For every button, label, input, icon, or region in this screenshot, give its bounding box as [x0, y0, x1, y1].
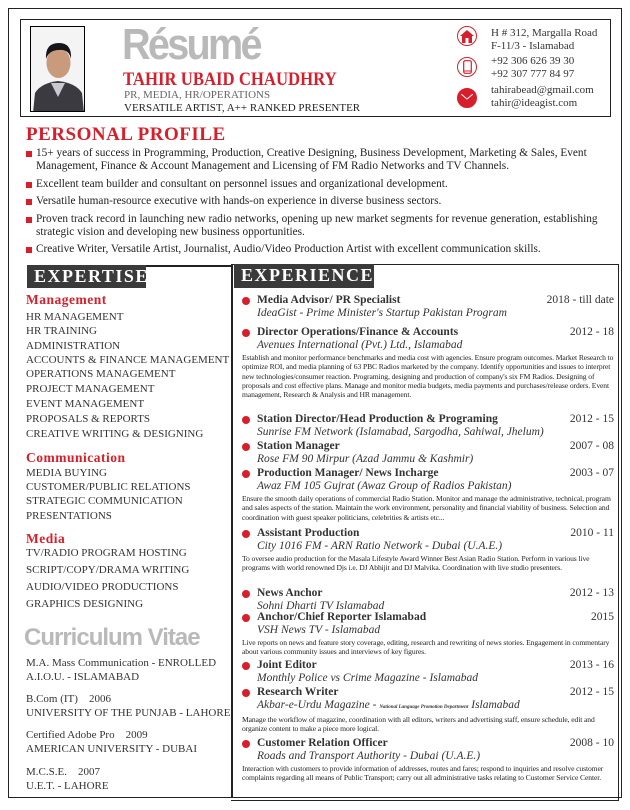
profile-bullets: [26, 147, 618, 261]
education-item: [26, 693, 230, 720]
job-title: Assistant Production: [257, 527, 360, 539]
skill-item: STRATEGIC COMMUNICATION: [26, 495, 183, 507]
education-institute: A.I.O.U. - ISLAMABAD: [26, 670, 140, 683]
job-company: [257, 453, 616, 466]
resume-heading: Résumé: [122, 20, 260, 69]
experience-entry: [242, 326, 616, 399]
skill-item: TV/RADIO PROGRAM HOSTING: [26, 547, 187, 559]
personal-profile-heading: PERSONAL PROFILE: [26, 124, 226, 145]
skill-item: GRAPHICS DESIGNING: [26, 598, 144, 610]
bullet-dot-icon: [242, 470, 250, 478]
company-name: Sunrise FM Network (Islamabad, Sargodha, Sahiwal, Jhelum): [257, 426, 544, 438]
education-degree: M.A. Mass Communication - ENROLLED: [26, 657, 217, 669]
bullet-dot-icon: [242, 614, 250, 622]
company-name: IdeaGist - Prime Minister's Startup Pakistan Program: [257, 307, 507, 319]
address-line-1: H # 312, Margalla Road: [491, 27, 598, 39]
experience-entry: [242, 686, 616, 734]
skill-item: HR TRAINING: [26, 325, 97, 337]
bullet-dot-icon: [242, 443, 250, 451]
company-name: Awaz FM 105 Gujrat (Awaz Group of Radios Pakistan): [257, 480, 512, 492]
company-name: Akbar-e-Urdu Magazine -: [257, 699, 380, 711]
bullet-dot-icon: [242, 329, 250, 337]
job-date: 2012 - 13: [569, 587, 614, 599]
job-company: [257, 624, 616, 637]
subtitle-tagline: VERSATILE ARTIST, A++ RANKED PRESENTER: [124, 102, 361, 114]
job-date: 2012 - 18: [569, 326, 614, 338]
job-date: 2008 - 10: [569, 737, 614, 749]
phone-icon: [457, 57, 477, 77]
job-company: [257, 480, 616, 493]
job-company: [257, 339, 616, 352]
job-description: Interaction with customers to provide information of addresses, routes and fares; respond to inquiries and resolve customer complaints regarding all means of Public Transport; carry out all administrative tasks relating to Customer Service Center.: [242, 764, 604, 783]
education-institute: AMERICAN UNIVERSITY - DUBAI: [26, 742, 197, 755]
experience-entry: [242, 527, 616, 573]
experience-entry: [242, 737, 616, 783]
job-company: [257, 750, 616, 763]
job-description: Live reports on news and feature story coverage, editing, research and rewriting of news stories. Engagement in commentary about various community issues and interviews of key figures.: [242, 638, 610, 657]
education-institute: UNIVERSITY OF THE PUNJAB - LAHORE: [26, 706, 231, 719]
company-department: National Language Promotion Department: [379, 705, 469, 710]
job-title: Station Manager: [257, 440, 340, 452]
company-name: Avenues International (Pvt.) Ltd., Islamabad: [257, 339, 463, 351]
company-name: VSH News TV - Islamabad: [257, 624, 381, 636]
expertise-heading: EXPERTISE: [27, 265, 146, 288]
skill-item: CUSTOMER/PUBLIC RELATIONS: [26, 481, 191, 493]
job-title: Research Writer: [257, 686, 339, 698]
education-institute: U.E.T. - LAHORE: [26, 779, 109, 792]
job-title: Anchor/Chief Reporter Islamabad: [257, 611, 427, 623]
profile-bullet: Excellent team builder and consultant on personnel issues and organizational development.: [26, 178, 618, 191]
address-line-2: F-11/3 - Islamabad: [491, 40, 575, 52]
education-item: [26, 766, 109, 793]
bullet-dot-icon: [242, 530, 250, 538]
education-item: [26, 729, 197, 756]
category-media: Media: [26, 531, 66, 546]
skill-item: OPERATIONS MANAGEMENT: [26, 368, 176, 380]
job-date: 2018 - till date: [546, 294, 614, 306]
job-title: Customer Relation Officer: [257, 737, 388, 749]
subtitle-roles: PR, MEDIA, HR/OPERATIONS: [124, 89, 271, 101]
company-name: Sohni Dharti TV Islamabad: [257, 600, 385, 612]
job-description: Manage the workflow of magazine, coordination with all editors, writers and advertising staff, ensure schedule, edit and organize content to make a piece more logical.: [242, 715, 595, 734]
experience-entry: [242, 467, 616, 522]
skill-item: ADMINISTRATION: [26, 340, 121, 352]
job-title: Joint Editor: [257, 659, 317, 671]
bullet-dot-icon: [242, 740, 250, 748]
email-1[interactable]: tahirabead@gmail.com: [491, 84, 594, 96]
job-title: Production Manager/ News Incharge: [257, 467, 439, 479]
bullet-dot-icon: [242, 297, 250, 305]
job-date: 2015: [591, 611, 614, 623]
bullet-dot-icon: [242, 662, 250, 670]
skill-item: CREATIVE WRITING & DESIGNING: [26, 428, 204, 440]
job-description: To oversee audio production for the Masala Lifestyle Award Winner Best Asian Radio Station. Perform in various live programs with world renowned Djs i.e. DJ Abhijit and DJ Malvika. Coordination with live studio presenters.: [242, 554, 590, 573]
job-title: News Anchor: [257, 587, 323, 599]
skill-item: PRESENTATIONS: [26, 510, 112, 522]
experience-heading: EXPERIENCE: [234, 264, 374, 288]
skill-item: PROJECT MANAGEMENT: [26, 383, 155, 395]
phone-1[interactable]: +92 306 626 39 30: [491, 55, 575, 67]
experience-entry: [242, 294, 616, 320]
profile-bullet: Proven track record in launching new radio networks, opening up new market segments for revenue generation, establishing strategic vision and developing new business opportunities.: [26, 213, 618, 240]
bullet-dot-icon: [242, 416, 250, 424]
job-date: 2010 - 11: [570, 527, 614, 539]
job-date: 2013 - 16: [569, 659, 614, 671]
profile-bullet: 15+ years of success in Programming, Production, Creative Designing, Business Development, Marketing & Sales, Event Management, Finance & Account Management and Licensing of FM Radio Networks and TV Channels.: [26, 147, 618, 174]
job-company: [257, 426, 616, 439]
education-item: [26, 657, 216, 684]
profile-bullet: Creative Writer, Versatile Artist, Journalist, Audio/Video Production Artist with excellent communication skills.: [26, 243, 618, 256]
job-description: Ensure the smooth daily operations of commercial Radio Station. Monitor and manage the administrative, technical, program and sales aspects of the station. Maintain the work environment, personality and financial viability of business. Selection and coordination with guest speaker politicians, celebrities & artists etc...: [242, 494, 611, 522]
experience-entry: [242, 413, 616, 439]
experience-entry: [242, 659, 616, 685]
skill-item: AUDIO/VIDEO PRODUCTIONS: [26, 581, 179, 593]
job-company: [257, 672, 616, 685]
experience-entry: [242, 587, 616, 613]
job-date: 2003 - 07: [569, 467, 614, 479]
job-company: [257, 540, 616, 553]
job-title: Media Advisor/ PR Specialist: [257, 294, 401, 306]
skill-item: PROPOSALS & REPORTS: [26, 413, 151, 425]
job-date: 2012 - 15: [569, 686, 614, 698]
profile-bullet: Versatile human-resource executive with hands-on experience in diverse business sectors.: [26, 195, 618, 208]
skill-item: EVENT MANAGEMENT: [26, 398, 145, 410]
curriculum-vitae-heading: Curriculum Vitae: [24, 624, 200, 651]
job-company: [257, 307, 616, 320]
phone-2[interactable]: +92 307 777 84 97: [491, 68, 575, 80]
skill-item: ACCOUNTS & FINANCE MANAGEMENT: [26, 354, 230, 366]
category-management: Management: [26, 292, 107, 307]
company-name: Roads and Transport Authority - Dubai (U.A.E.): [257, 750, 481, 762]
company-name: Monthly Police vs Crime Magazine - Islamabad: [257, 672, 479, 684]
company-name: Rose FM 90 Mirpur (Azad Jammu & Kashmir): [257, 453, 474, 465]
email-2[interactable]: tahir@ideagist.com: [491, 97, 578, 109]
job-title: Station Director/Head Production & Programing: [257, 413, 498, 425]
email-icon: [457, 88, 477, 108]
job-date: 2012 - 15: [569, 413, 614, 425]
person-name: TAHIR UBAID CHAUDHRY: [123, 69, 337, 90]
job-title: Director Operations/Finance & Accounts: [257, 326, 459, 338]
education-degree: M.C.S.E. 2007: [26, 766, 100, 778]
bullet-dot-icon: [242, 590, 250, 598]
divider: [146, 265, 233, 267]
job-date: 2007 - 08: [569, 440, 614, 452]
education-degree: B.Com (IT) 2006: [26, 693, 111, 705]
category-communication: Communication: [26, 450, 126, 465]
job-company: [257, 699, 616, 714]
profile-photo: [30, 26, 85, 112]
job-description: Establish and monitor performance benchmarks and media cost with agencies. Ensure program outcomes. Market Research to optimize ROI, and media planning of 63 PBC Radios marketed by the company. Identify opportunities and issues to interpret new technologies/consumer reaction. Programing, designing and production of company's six FM Radios. Designing of proposals and cost effective plans. Manage and monitor media budgets, media payments and purchases/release orders. Event management, Research & Analysis and HR management.: [242, 353, 614, 400]
education-degree: Certified Adobe Pro 2009: [26, 729, 148, 741]
experience-entry: [242, 440, 616, 466]
company-location: Islamabad: [468, 699, 520, 711]
skill-item: MEDIA BUYING: [26, 467, 107, 479]
company-name: City 1016 FM - ARN Ratio Network - Dubai (U.A.E.): [257, 540, 503, 552]
bullet-dot-icon: [242, 689, 250, 697]
skill-item: SCRIPT/COPY/DRAMA WRITING: [26, 564, 190, 576]
skill-item: HR MANAGEMENT: [26, 311, 124, 323]
experience-entry: [242, 611, 616, 657]
home-icon: [457, 26, 477, 46]
